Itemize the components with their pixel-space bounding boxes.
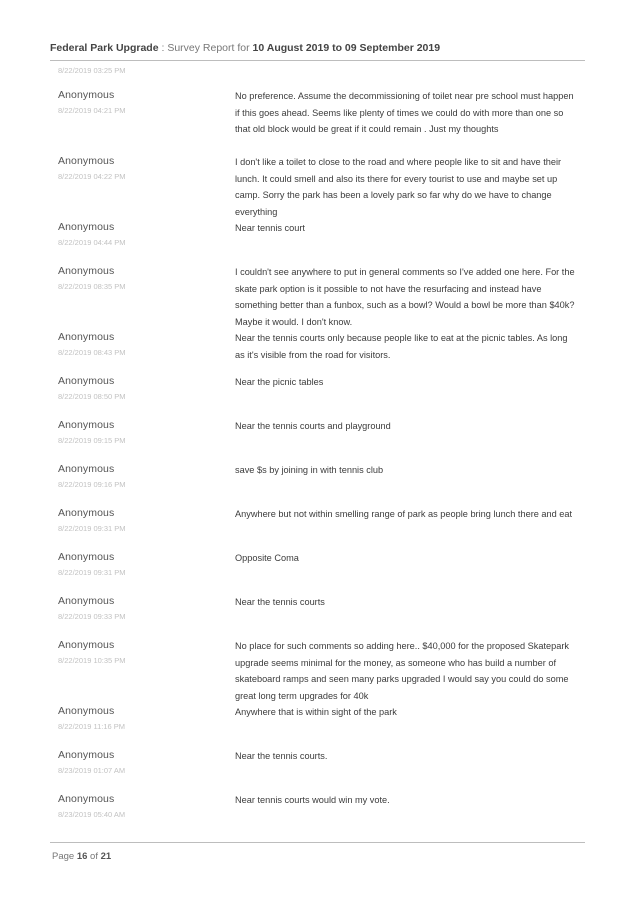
respondent-name: Anonymous (58, 551, 115, 563)
response-text: No preference. Assume the decommissioning of toilet near pre school must happen if this goes ahead. Seems like plenty of times we could do with more than one so that old block would be great if it could remain . Just my thoughts (235, 91, 574, 134)
respondent-name: Anonymous (58, 155, 115, 167)
respondent-name: Anonymous (58, 793, 115, 805)
response-timestamp: 8/22/2019 09:31 PM (58, 524, 126, 533)
response-timestamp: 8/23/2019 05:40 AM (58, 810, 126, 819)
responses-list (0, 88, 637, 836)
response-entry (0, 264, 637, 330)
page-number: 16 (76, 851, 88, 862)
response-text: I couldn't see anywhere to put in general comments so I've added one here. For the skate park option is it possible to not have the resurfacing and instead have something better than a funbox, such as a bowl? Would a bowl be more than $40k? Maybe it would. I don't know. (235, 267, 575, 327)
response-timestamp: 8/22/2019 09:16 PM (58, 480, 126, 489)
response-text: Near the tennis courts (235, 597, 325, 607)
response-text: Near the tennis courts only because people like to eat at the picnic tables. As long as it's visible from the road for visitors. (235, 333, 568, 360)
report-date-range: 10 August 2019 to 09 September 2019 (252, 42, 441, 54)
response-timestamp: 8/22/2019 08:43 PM (58, 348, 126, 357)
response-entry (0, 506, 637, 550)
respondent-name: Anonymous (58, 419, 115, 431)
response-timestamp: 8/22/2019 09:15 PM (58, 436, 126, 445)
response-entry (0, 704, 637, 748)
response-timestamp: 8/22/2019 04:21 PM (58, 106, 126, 115)
response-entry (0, 462, 637, 506)
respondent-name: Anonymous (58, 221, 115, 233)
page-footer (52, 851, 111, 862)
respondent-name: Anonymous (58, 331, 115, 343)
of-label: of (90, 851, 98, 862)
report-subtitle: Survey Report for (167, 42, 250, 54)
respondent-name: Anonymous (58, 705, 115, 717)
response-entry (0, 594, 637, 638)
response-timestamp: 8/22/2019 09:31 PM (58, 568, 126, 577)
response-entry (0, 748, 637, 792)
respondent-name: Anonymous (58, 265, 115, 277)
footer-divider (50, 842, 585, 843)
response-timestamp: 8/22/2019 10:35 PM (58, 656, 126, 665)
response-timestamp: 8/22/2019 08:50 PM (58, 392, 126, 401)
survey-title: Federal Park Upgrade (50, 42, 159, 54)
response-timestamp: 8/23/2019 01:07 AM (58, 766, 126, 775)
response-text: No place for such comments so adding here.. $40,000 for the proposed Skatepark upgrade seems minimal for the money, as someone who has build a number of skateboard ramps and seen many parks upgraded I would say you could do some great long term upgrades for 40k (235, 641, 570, 701)
response-text: Near tennis court (235, 223, 305, 233)
response-text: Near tennis courts would win my vote. (235, 795, 390, 805)
respondent-name: Anonymous (58, 507, 115, 519)
response-entry (0, 220, 637, 264)
response-entry (0, 88, 637, 154)
response-timestamp: 8/22/2019 09:33 PM (58, 612, 126, 621)
report-header (50, 42, 585, 54)
response-entry (0, 550, 637, 594)
response-text: Near the picnic tables (235, 377, 324, 387)
respondent-name: Anonymous (58, 639, 115, 651)
response-timestamp: 8/22/2019 08:35 PM (58, 282, 126, 291)
respondent-name: Anonymous (58, 749, 115, 761)
response-timestamp: 8/22/2019 11:16 PM (58, 722, 125, 731)
response-entry (0, 638, 637, 704)
total-pages: 21 (100, 851, 112, 862)
respondent-name: Anonymous (58, 463, 115, 475)
response-timestamp: 8/22/2019 04:44 PM (58, 238, 126, 247)
response-text: Near the tennis courts. (235, 751, 328, 761)
header-divider (50, 60, 585, 61)
response-text: Opposite Coma (235, 553, 299, 563)
response-text: Anywhere that is within sight of the park (235, 707, 397, 717)
response-timestamp: 8/22/2019 04:22 PM (58, 172, 126, 181)
response-text: I don't like a toilet to close to the road and where people like to sit and have their lunch. It could smell and also its there for every tourist to use and maybe set up camp. Sorry the park has been a lovely park so far why do we have to change everything (235, 157, 562, 217)
response-entry (0, 330, 637, 374)
response-entry (0, 418, 637, 462)
respondent-name: Anonymous (58, 595, 115, 607)
carryover-timestamp: 8/22/2019 03:25 PM (58, 66, 126, 75)
title-separator: : (158, 42, 168, 54)
response-text: Near the tennis courts and playground (235, 421, 391, 431)
response-entry (0, 154, 637, 220)
respondent-name: Anonymous (58, 375, 115, 387)
page-label: Page (52, 851, 75, 862)
response-text: Anywhere but not within smelling range of park as people bring lunch there and eat (235, 509, 573, 519)
respondent-name: Anonymous (58, 89, 115, 101)
response-text: save $s by joining in with tennis club (235, 465, 384, 475)
response-entry (0, 792, 637, 836)
response-entry (0, 374, 637, 418)
